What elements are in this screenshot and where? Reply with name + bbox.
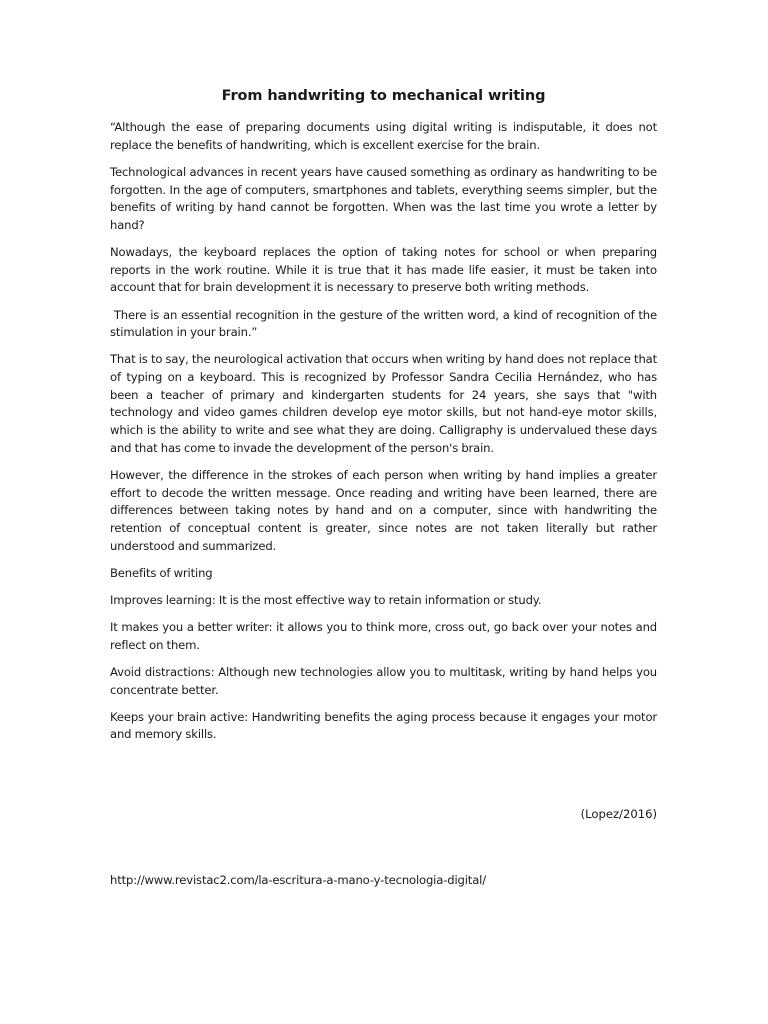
document-page bbox=[110, 86, 661, 887]
benefit-better-writer: It makes you a better writer: it allows you to think more, cross out, go back over your notes and reflect on them. bbox=[110, 620, 657, 652]
document-title: From handwriting to mechanical writing bbox=[221, 88, 546, 104]
citation: (Lopez/2016) bbox=[580, 807, 657, 821]
benefit-brain-active: Keeps your brain active: Handwriting benefits the aging process because it engages your motor and memory skills. bbox=[110, 709, 657, 742]
benefit-improves-learning: Improves learning: It is the most effective way to retain information or study. bbox=[110, 592, 542, 607]
benefit-avoid-distractions: Avoid distractions: Although new technologies allow you to multitask, writing by hand helps you concentrate better. bbox=[110, 664, 657, 697]
paragraph-intro-quote: “Although the ease of preparing documents using digital writing is indisputable, it does not replace the benefits of handwriting, which is excellent exercise for the brain. bbox=[110, 120, 657, 152]
paragraph-strokes-difference: However, the difference in the strokes of each person when writing by hand implies a greater effort to decode the written message. Once reading and writing have been learned, there are differences between taking notes by hand and on a computer, since with handwriting the retention of conceptual content is greater, since notes are not taken literally but rather understood and summarized. bbox=[110, 467, 657, 553]
paragraph-essential-recognition: There is an essential recognition in the gesture of the written word, a kind of recognition of the stimulation in your brain.” bbox=[110, 307, 661, 340]
benefits-heading: Benefits of writing bbox=[110, 565, 213, 580]
source-url: http://www.revistac2.com/la-escritura-a-mano-y-tecnologia-digital/ bbox=[110, 872, 486, 887]
paragraph-keyboard: Nowadays, the keyboard replaces the option of taking notes for school or when preparing reports in the work routine. While it is true that it has made life easier, it must be taken into account that for brain development it is necessary to preserve both writing methods. bbox=[110, 245, 657, 295]
paragraph-technological-advances: Technological advances in recent years have caused something as ordinary as handwriting to be forgotten. In the age of computers, smartphones and tablets, everything seems simpler, but the benefits of writing by hand cannot be forgotten. When was the last time you wrote a letter by hand? bbox=[110, 164, 657, 232]
paragraph-neurological-activation: That is to say, the neurological activation that occurs when writing by hand does not replace that of typing on a keyboard. This is recognized by Professor Sandra Cecilia Hernández, who has been a teacher of primary and kindergarten students for 24 years, she says that "with technology and video games children develop eye motor skills, but not hand-eye motor skills, which is the ability to write and see what they are doing. Calligraphy is undervalued these days and that has come to invade the development of the person's brain. bbox=[110, 352, 657, 455]
